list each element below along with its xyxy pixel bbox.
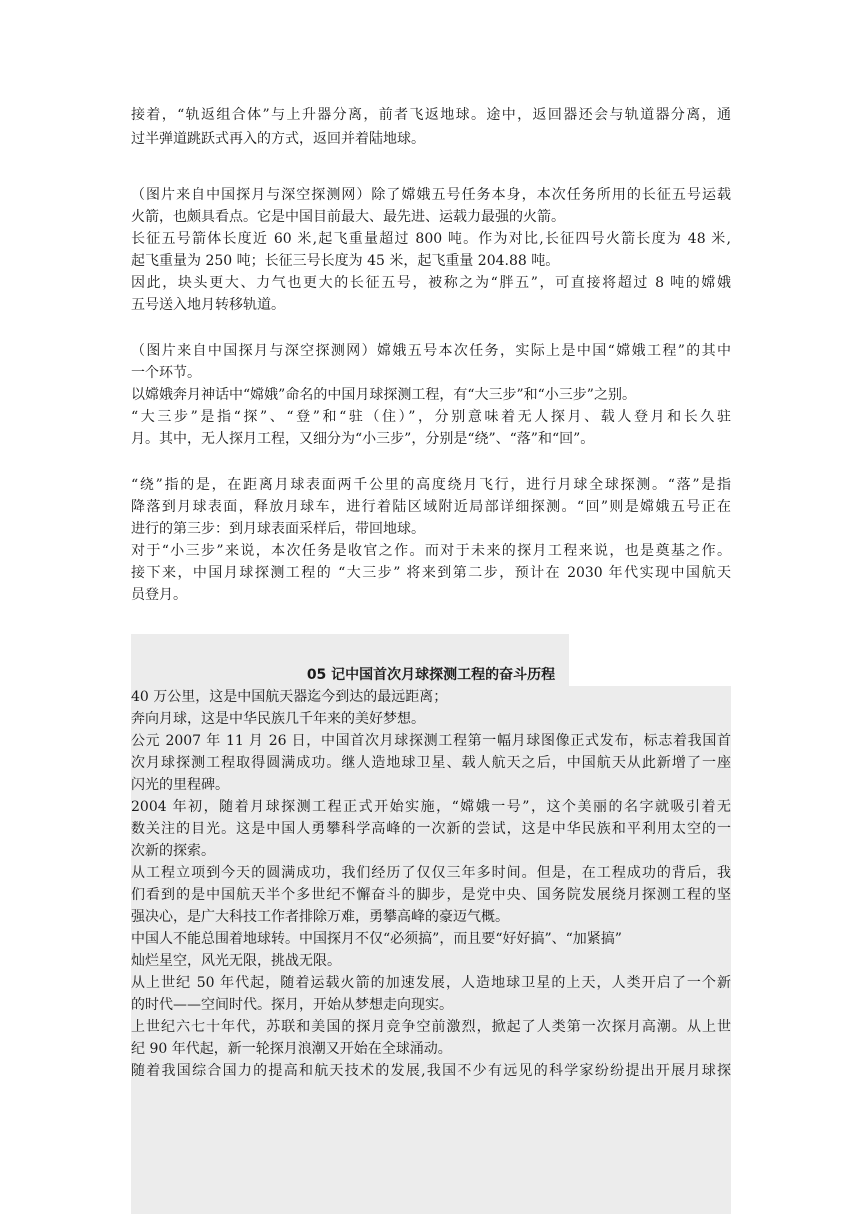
para1-line-1: 接着，“轨返组合体”与上升器分离，前者飞返地球。途中，返回器还会与轨道器分离，通 <box>131 107 731 123</box>
para2-line-6: 五号送入地月转移轨道。 <box>131 297 285 313</box>
section-line-4: 次月球探测工程取得圆满成功。继人造地球卫星、载人航天之后，中国航天从此新增了一座 <box>131 755 731 771</box>
section-line-18: 随着我国综合国力的提高和航天技术的发展,我国不少有远见的科学家纷纷提出开展月球探 <box>131 1063 731 1079</box>
section-line-9: 从工程立项到今天的圆满成功，我们经历了仅仅三年多时间。但是，在工程成功的背后，我 <box>131 865 731 881</box>
section-line-3: 公元 2007 年 11 月 26 日，中国首次月球探测工程第一幅月球图像正式发布，标志着我国首 <box>131 733 731 749</box>
para3-line-4: “大三步”是指“探”、“登”和“驻（住）”，分别意味着无人探月、载人登月和长久驻 <box>131 409 731 425</box>
para2-line-2: 火箭，也颇具看点。它是中国目前最大、最先进、运载力最强的火箭。 <box>131 209 565 225</box>
section-line-5: 闪光的里程碑。 <box>131 777 229 793</box>
section-line-1: 40 万公里，这是中国航天器迄今到达的最远距离； <box>131 689 448 705</box>
para2-line-5: 因此，块头更大、力气也更大的长征五号，被称之为“胖五”，可直接将超过 8 吨的嫦娥 <box>131 275 731 291</box>
para4-line-5: 接下来，中国月球探测工程的 “大三步” 将来到第二步，预计在 2030 年代实现中国航天 <box>131 565 731 581</box>
section-heading: 05 记中国首次月球探测工程的奋斗历程 <box>306 667 556 683</box>
section-line-14: 从上世纪 50 年代起，随着运载火箭的加速发展，人造地球卫星的上天，人类开启了一个新 <box>131 975 731 991</box>
para4-line-4: 对于“小三步”来说，本次任务是收官之作。而对于未来的探月工程来说，也是奠基之作。 <box>131 543 731 559</box>
section-line-8: 次新的探索。 <box>131 843 215 859</box>
section-line-15: 的时代——空间时代。探月，开始从梦想走向现实。 <box>131 997 453 1013</box>
section-line-17: 纪 90 年代起，新一轮探月浪潮又开始在全球涌动。 <box>131 1041 452 1057</box>
para3-line-5: 月。其中，无人探月工程，又细分为“小三步”，分别是“绕”、“落”和“回”。 <box>131 431 595 447</box>
para4-line-6: 员登月。 <box>131 587 187 603</box>
para2-line-3: 长征五号箭体长度近 60 米,起飞重量超过 800 吨。作为对比,长征四号火箭长度为 48 米, <box>131 231 731 247</box>
section-line-16: 上世纪六七十年代，苏联和美国的探月竞争空前激烈，掀起了人类第一次探月高潮。从上世 <box>131 1019 731 1035</box>
para2-line-1: （图片来自中国探月与深空探测网）除了嫦娥五号任务本身，本次任务所用的长征五号运载 <box>131 187 731 203</box>
para2-line-4: 起飞重量为 250 吨；长征三号长度为 45 米，起飞重量 204.88 吨。 <box>131 253 560 269</box>
para4-line-3: 进行的第三步：到月球表面采样后，带回地球。 <box>131 521 425 537</box>
section-line-12: 中国人不能总围着地球转。中国探月不仅“必须搞”，而且要“好好搞”、“加紧搞” <box>131 931 622 947</box>
section-line-13: 灿烂星空，风光无限，挑战无限。 <box>131 953 341 969</box>
para4-line-1: “绕”指的是，在距离月球表面两千公里的高度绕月飞行，进行月球全球探测。“落”是指 <box>131 477 731 493</box>
para3-line-2: 一个环节。 <box>131 365 201 381</box>
section-line-7: 数关注的目光。这是中国人勇攀科学高峰的一次新的尝试，这是中华民族和平利用太空的一 <box>131 821 731 837</box>
section-line-2: 奔向月球，这是中华民族几千年来的美好梦想。 <box>131 711 425 727</box>
section-line-10: 们看到的是中国航天半个多世纪不懈奋斗的脚步，是党中央、国务院发展绕月探测工程的坚 <box>131 887 731 903</box>
para1-line-2: 过半弹道跳跃式再入的方式，返回并着陆地球。 <box>131 131 425 147</box>
para4-line-2: 降落到月球表面，释放月球车，进行着陆区域附近局部详细探测。“回”则是嫦娥五号正在 <box>131 499 731 515</box>
section-line-11: 强决心，是广大科技工作者排除万难，勇攀高峰的豪迈气概。 <box>131 909 509 925</box>
section-line-6: 2004 年初，随着月球探测工程正式开始实施，“嫦娥一号”，这个美丽的名字就吸引着无 <box>131 799 731 815</box>
para3-line-3: 以嫦娥奔月神话中“嫦娥”命名的中国月球探测工程，有“大三步”和“小三步”之别。 <box>131 387 636 403</box>
para3-line-1: （图片来自中国探月与深空探测网）嫦娥五号本次任务，实际上是中国“嫦娥工程”的其中 <box>131 343 731 359</box>
